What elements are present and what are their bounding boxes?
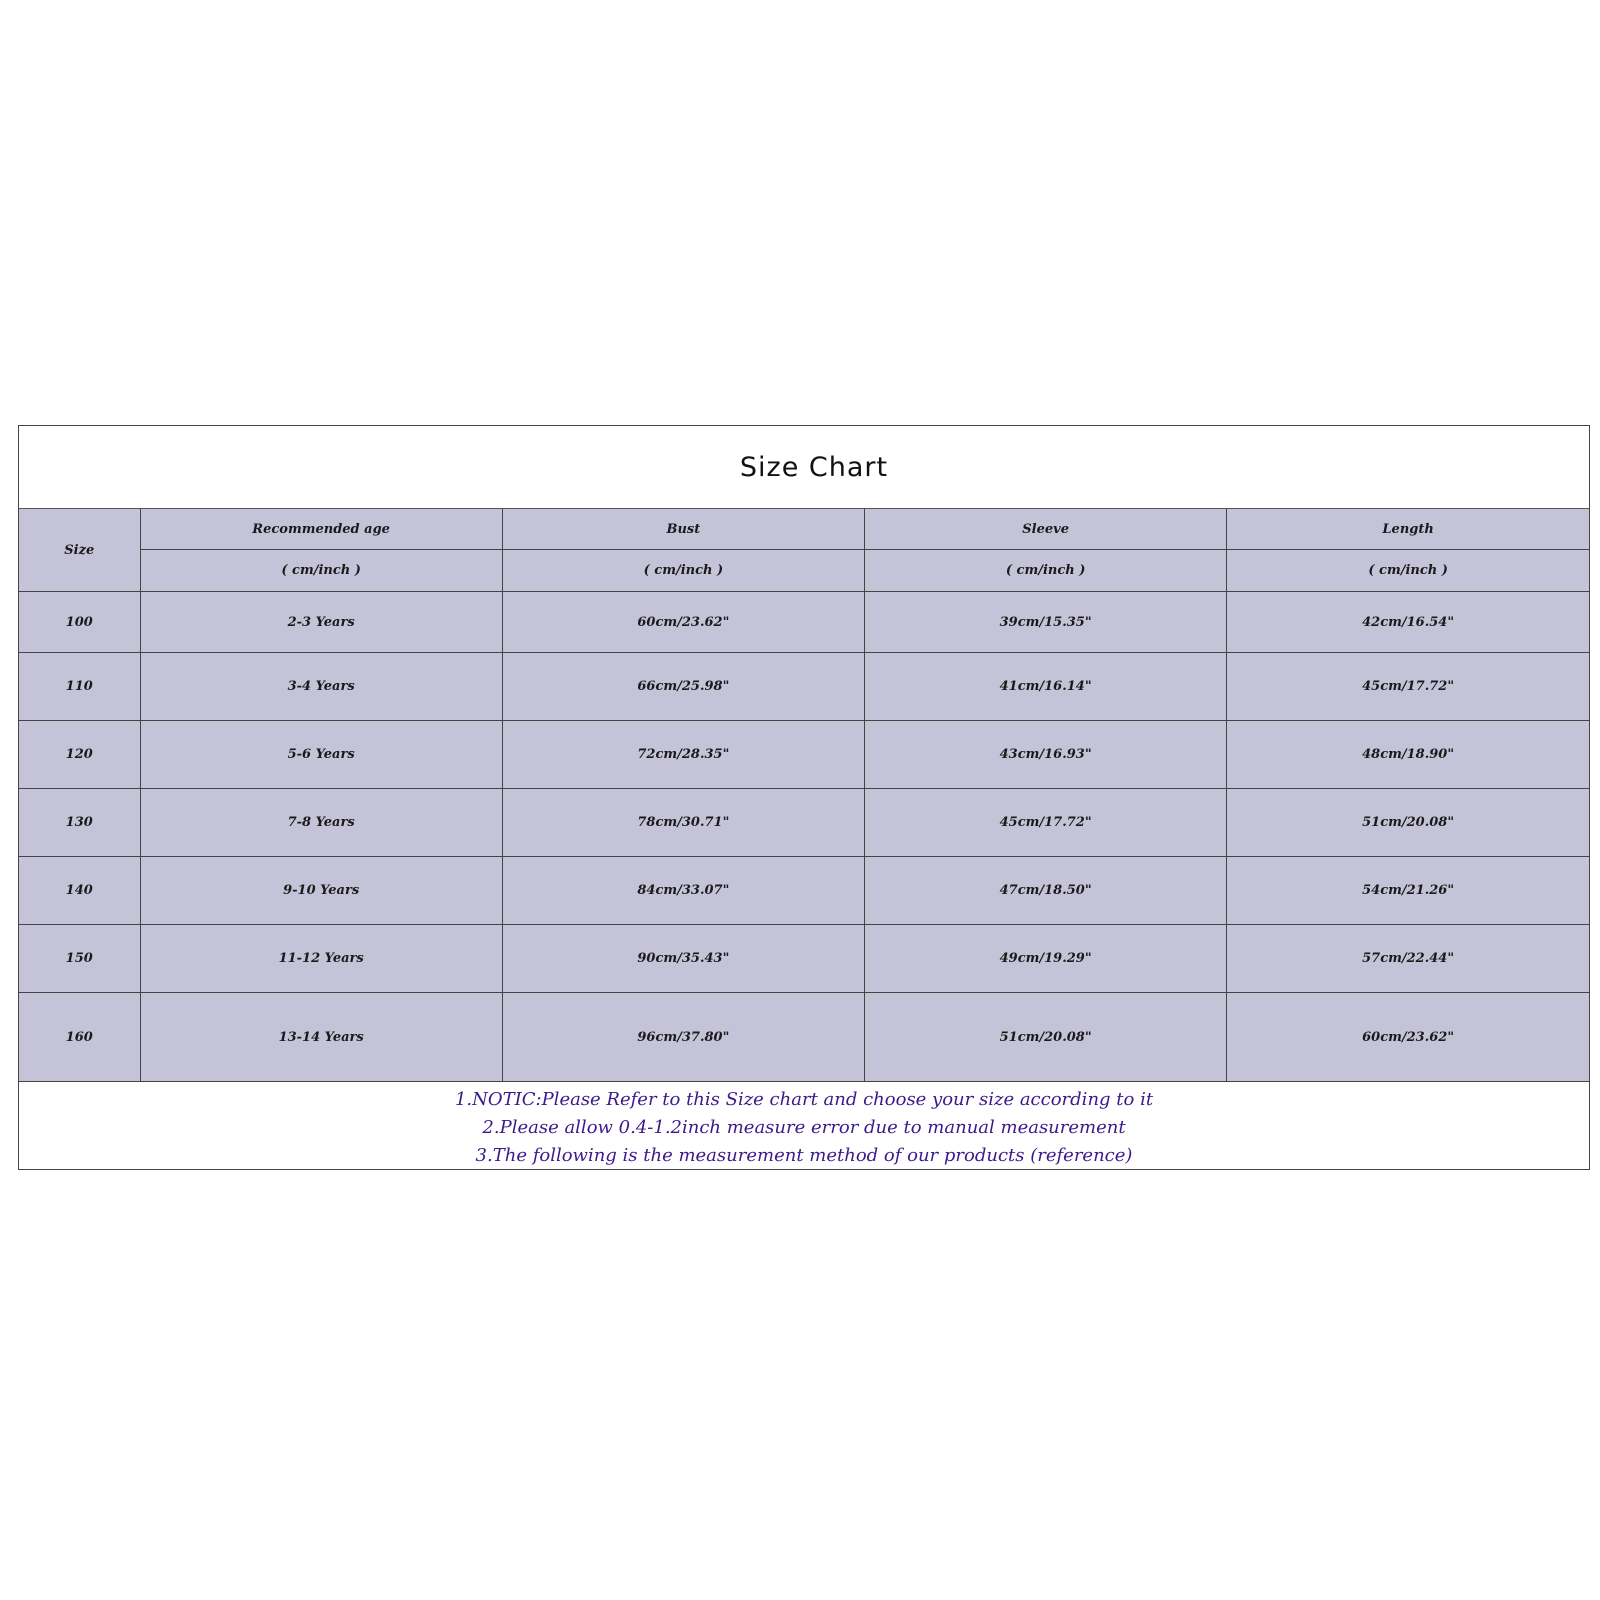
size-table	[19, 509, 1589, 1082]
cell-sleeve: 45cm/17.72"	[865, 789, 1227, 857]
note-line: 2.Please allow 0.4-1.2inch measure error due to manual measurement	[482, 1117, 1126, 1138]
note-line: 3.The following is the measurement method of our products (reference)	[475, 1145, 1133, 1166]
table-row	[19, 721, 1589, 789]
cell-bust: 60cm/23.62"	[502, 592, 864, 653]
cell-age: 2-3 Years	[140, 592, 502, 653]
cell-sleeve: 51cm/20.08"	[865, 993, 1227, 1082]
table-row	[19, 789, 1589, 857]
cell-length: 54cm/21.26"	[1227, 857, 1589, 925]
table-row	[19, 653, 1589, 721]
header-bust: Bust	[502, 509, 864, 550]
cell-length: 42cm/16.54"	[1227, 592, 1589, 653]
cell-sleeve: 39cm/15.35"	[865, 592, 1227, 653]
table-row	[19, 993, 1589, 1082]
cell-bust: 72cm/28.35"	[502, 721, 864, 789]
cell-age: 7-8 Years	[140, 789, 502, 857]
header-unit: ( cm/inch )	[1227, 550, 1589, 592]
cell-sleeve: 49cm/19.29"	[865, 925, 1227, 993]
header-row-units	[19, 550, 1589, 592]
header-unit: ( cm/inch )	[865, 550, 1227, 592]
cell-size: 160	[19, 993, 140, 1082]
cell-size: 100	[19, 592, 140, 653]
cell-bust: 84cm/33.07"	[502, 857, 864, 925]
chart-title: Size Chart	[739, 451, 889, 483]
title-bar	[19, 426, 1589, 509]
cell-size: 120	[19, 721, 140, 789]
cell-length: 51cm/20.08"	[1227, 789, 1589, 857]
cell-size: 110	[19, 653, 140, 721]
cell-bust: 78cm/30.71"	[502, 789, 864, 857]
cell-bust: 66cm/25.98"	[502, 653, 864, 721]
cell-sleeve: 41cm/16.14"	[865, 653, 1227, 721]
cell-length: 45cm/17.72"	[1227, 653, 1589, 721]
notes	[19, 1082, 1589, 1170]
cell-age: 3-4 Years	[140, 653, 502, 721]
cell-sleeve: 47cm/18.50"	[865, 857, 1227, 925]
cell-length: 57cm/22.44"	[1227, 925, 1589, 993]
header-sleeve: Sleeve	[865, 509, 1227, 550]
cell-age: 11-12 Years	[140, 925, 502, 993]
cell-sleeve: 43cm/16.93"	[865, 721, 1227, 789]
table-row	[19, 925, 1589, 993]
header-length: Length	[1227, 509, 1589, 550]
header-unit: ( cm/inch )	[140, 550, 502, 592]
header-row-labels	[19, 509, 1589, 550]
header-recommended-age: Recommended age	[140, 509, 502, 550]
table-row	[19, 857, 1589, 925]
header-size: Size	[19, 509, 140, 592]
cell-age: 9-10 Years	[140, 857, 502, 925]
cell-size: 130	[19, 789, 140, 857]
cell-age: 13-14 Years	[140, 993, 502, 1082]
cell-bust: 96cm/37.80"	[502, 993, 864, 1082]
cell-size: 140	[19, 857, 140, 925]
cell-length: 48cm/18.90"	[1227, 721, 1589, 789]
cell-length: 60cm/23.62"	[1227, 993, 1589, 1082]
cell-size: 150	[19, 925, 140, 993]
header-unit: ( cm/inch )	[502, 550, 864, 592]
table-row	[19, 592, 1589, 653]
cell-bust: 90cm/35.43"	[502, 925, 864, 993]
cell-age: 5-6 Years	[140, 721, 502, 789]
size-chart	[18, 425, 1590, 1170]
note-line: 1.NOTIC:Please Refer to this Size chart and choose your size according to it	[454, 1089, 1154, 1110]
